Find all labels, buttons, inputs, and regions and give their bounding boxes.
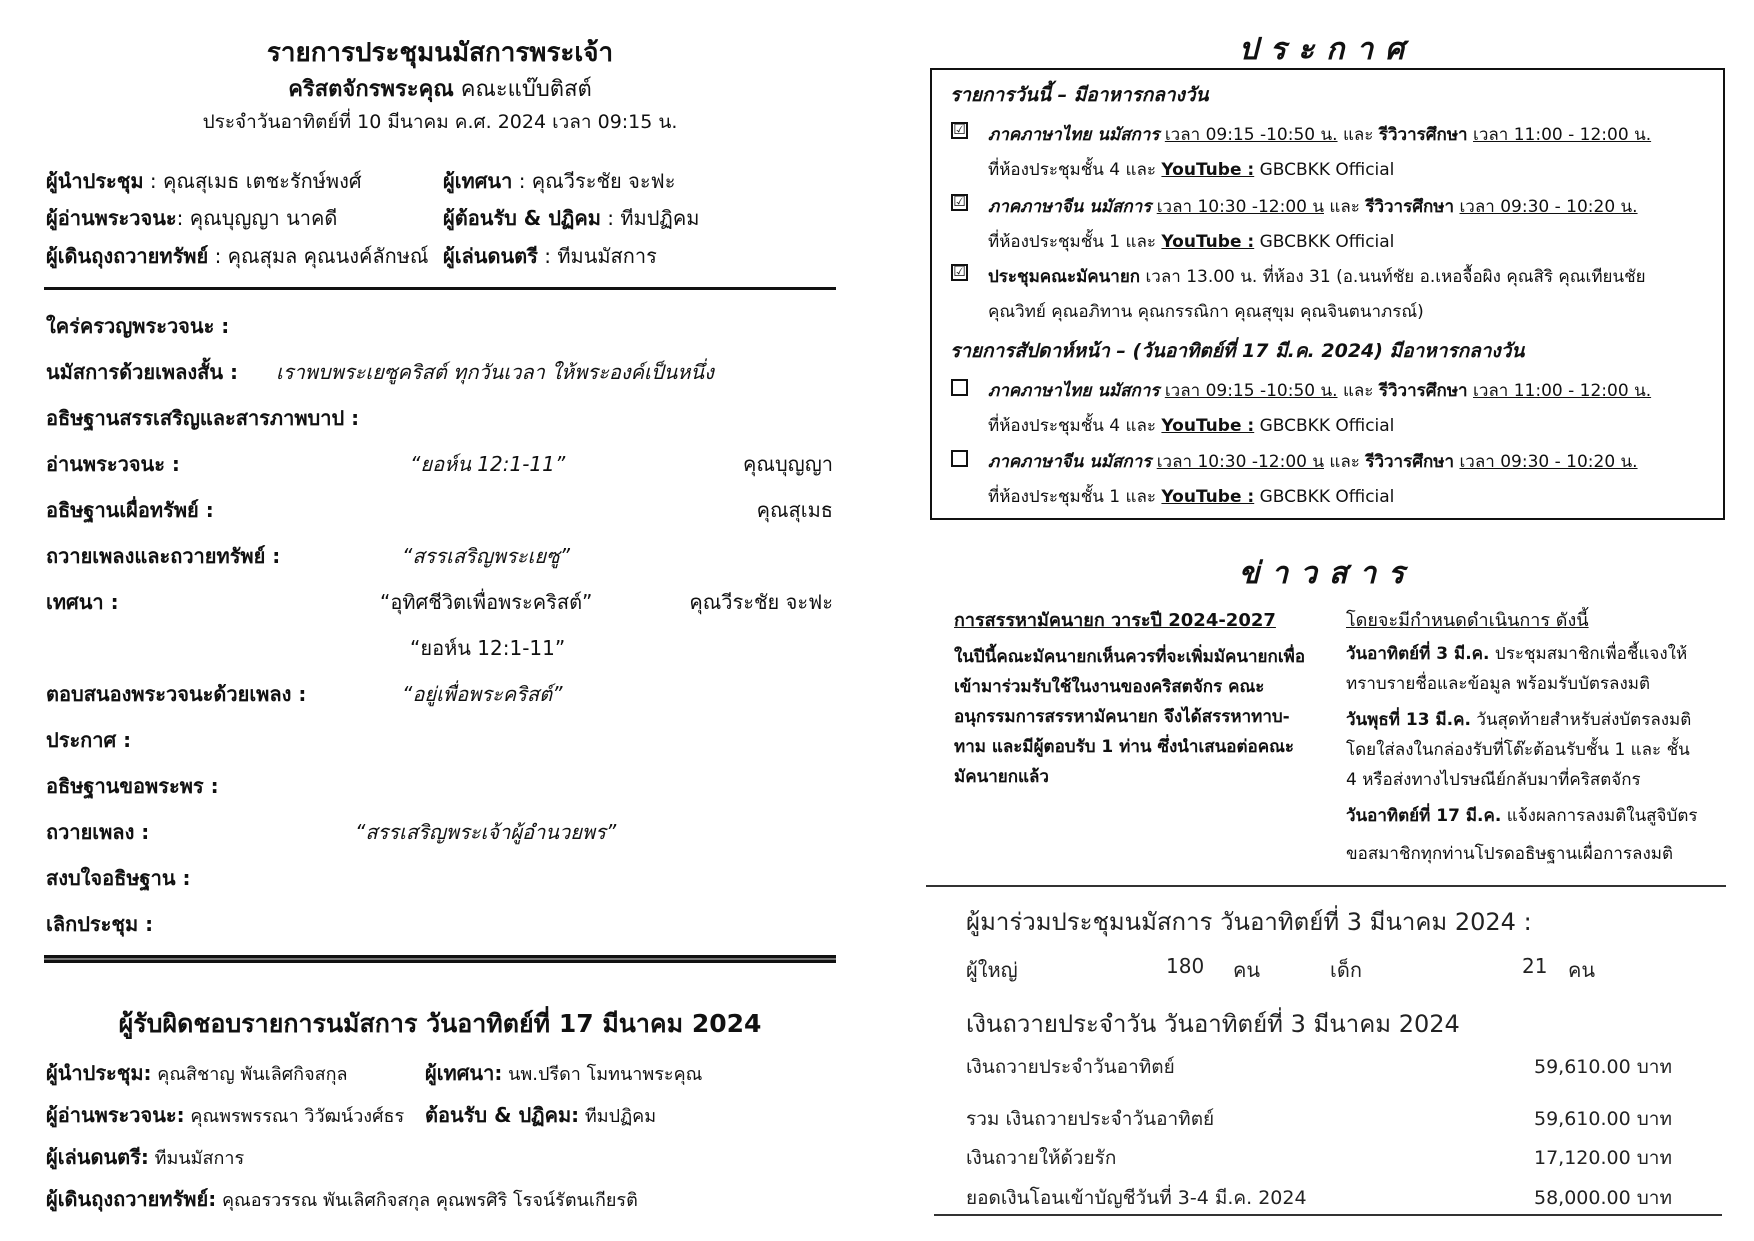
divider (926, 885, 1726, 887)
responsible-item: ผู้นำประชุม: คุณสิชาญ พันเลิศกิจสกุล (46, 1061, 348, 1085)
announcement-line: ประชุมคณะมัคนายก เวลา 13.00 น. ที่ห้อง 31 (อ.นนท์ชัย อ.เหอจื้อผิง คุณสิริ คุณเทียนชัย (988, 267, 1646, 287)
news-title: ข่าวสาร (1238, 556, 1417, 591)
responsible-item: ผู้เทศนา: นพ.ปรีดา โมทนาพระคุณ (425, 1061, 703, 1085)
order-item-label: นมัสการด้วยเพลงสั้น : (46, 360, 238, 384)
schedule-line: 4 หรือส่งทางไปรษณีย์กลับมาที่คริสตจักร (1346, 770, 1641, 790)
child-count: 21 (1522, 954, 1548, 978)
offering-row-amount: 58,000.00 บาท (1534, 1187, 1672, 1209)
offering-title: เงินถวายประจำวัน วันอาทิตย์ที่ 3 มีนาคม 2024 (966, 1010, 1460, 1038)
church-denomination: คณะแบ๊บติสต์ (460, 77, 592, 102)
today-heading: รายการวันนี้ – มีอาหารกลางวัน (950, 84, 1209, 106)
checkbox-empty-icon (951, 379, 968, 396)
leader-preacher: ผู้เทศนา : คุณวีระชัย จะฟะ (443, 169, 676, 193)
order-item-song: “สรรเสริญพระเจ้าผู้อำนวยพร” (355, 820, 617, 844)
offering-row-amount: 59,610.00 บาท (1534, 1056, 1672, 1078)
order-item-label: ถวายเพลงและถวายทรัพย์ : (46, 544, 281, 568)
responsible-item: ผู้เดินถุงถวายทรัพย์: คุณอรวรรณ พันเลิศกิจสกุล คุณพรศิริ โรจน์รัตนเกียรติ (46, 1187, 638, 1211)
schedule-line: ขอสมาชิกทุกท่านโปรดอธิษฐานเผื่อการลงมติ (1346, 844, 1674, 864)
order-item-label: เทศนา : (46, 590, 119, 614)
responsible-item: ผู้อ่านพระวจนะ: คุณพรพรรณา วิวัฒน์วงศ์ธร (46, 1103, 405, 1127)
leader-greeters: ผู้ต้อนรับ & ปฏิคม : ทีมปฏิคม (443, 206, 700, 230)
responsible-item: ผู้เล่นดนตรี: ทีมนมัสการ (46, 1145, 245, 1169)
church-name-bold: คริสตจักรพระคุณ (288, 77, 454, 102)
announcement-line: ภาคภาษาไทย นมัสการ เวลา 09:15 -10:50 น. และ รีวิวารศึกษา เวลา 11:00 - 12:00 น. (988, 125, 1652, 145)
leader-worship-leader: ผู้นำประชุม : คุณสุเมธ เตชะรักษ์พงศ์ (46, 169, 362, 193)
leader-scripture-reader: ผู้อ่านพระวจนะ: คุณบุญญา นาคดี (46, 206, 338, 230)
offering-row-label: เงินถวายให้ด้วยรัก (966, 1147, 1117, 1169)
schedule-line: วันอาทิตย์ที่ 3 มี.ค. ประชุมสมาชิกเพื่อชี้แจงให้ (1346, 644, 1688, 664)
announcement-line: ภาคภาษาจีน นมัสการ เวลา 10:30 -12:00 น และ รีวิวารศึกษา เวลา 09:30 - 10:20 น. (988, 197, 1638, 217)
order-item-label: ตอบสนองพระวจนะด้วยเพลง : (46, 682, 307, 706)
divider (44, 287, 836, 290)
order-item-label: ถวายเพลง : (46, 820, 150, 844)
order-item-scripture: “ยอห์น 12:1-11” (410, 636, 566, 660)
order-item-label: เลิกประชุม : (46, 912, 154, 936)
news-right-heading: โดยจะมีกำหนดดำเนินการ ดังนี้ (1346, 610, 1589, 631)
checkbox-empty-icon (951, 450, 968, 467)
announcement-location: ที่ห้องประชุมชั้น 4 และ YouTube : GBCBKK Official (988, 416, 1395, 436)
leader-musicians: ผู้เล่นดนตรี : ทีมนมัสการ (443, 244, 657, 268)
section-divider (44, 955, 836, 963)
news-left-heading: การสรรหามัคนายก วาระปี 2024-2027 (954, 610, 1276, 631)
announcement-line: ภาคภาษาจีน นมัสการ เวลา 10:30 -12:00 น และ รีวิวารศึกษา เวลา 09:30 - 10:20 น. (988, 452, 1638, 472)
offering-row-label: ยอดเงินโอนเข้าบัญชีวันที่ 3-4 มี.ค. 2024 (966, 1187, 1307, 1209)
responsible-item: ต้อนรับ & ปฏิคม: ทีมปฏิคม (425, 1103, 657, 1127)
schedule-line: โดยใส่ลงในกล่องรับที่โต๊ะต้อนรับชั้น 1 และ ชั้น (1346, 740, 1690, 760)
checkbox-checked-icon: ☑ (951, 122, 968, 139)
bulletin-title: รายการประชุมนมัสการพระเจ้า (266, 38, 614, 68)
leader-offering-collectors: ผู้เดินถุงถวายทรัพย์ : คุณสุมล คุณนงค์ลักษณ์ (46, 244, 429, 268)
offering-row-amount: 17,120.00 บาท (1534, 1147, 1672, 1169)
announcement-location: ที่ห้องประชุมชั้น 1 และ YouTube : GBCBKK Official (988, 487, 1395, 507)
news-left-body: ในปีนี้คณะมัคนายกเห็นควรที่จะเพิ่มมัคนายกเพื่อเข้ามาร่วมรับใช้ในงานของคริสตจักร คณะอนุกรรมการสรรหามัคนายก จึงได้สรรหาทาบ-ทาม และมีผู้ตอบรับ 1 ท่าน ซึ่งนำเสนอต่อคณะมัคนายกแล้ว (954, 647, 1306, 787)
announcements-title: ประกาศ (1238, 32, 1417, 67)
child-label: เด็ก (1330, 958, 1362, 982)
checkbox-checked-icon: ☑ (951, 264, 968, 281)
order-item-label: อธิษฐานขอพระพร : (46, 774, 219, 798)
offering-row-label: เงินถวายประจำวันอาทิตย์ (966, 1056, 1175, 1078)
announcement-location: ที่ห้องประชุมชั้น 4 และ YouTube : GBCBKK Official (988, 160, 1395, 180)
order-item-label: ใคร่ครวญพระวจนะ : (46, 314, 230, 338)
announcement-attendees: คุณวิทย์ คุณอภิทาน คุณกรรณิกา คุณสุขุม คุณจินตนาภรณ์) (988, 302, 1424, 322)
service-date: ประจำวันอาทิตย์ที่ 10 มีนาคม ค.ศ. 2024 เวลา 09:15 น. (202, 111, 678, 133)
announcement-line: ภาคภาษาไทย นมัสการ เวลา 09:15 -10:50 น. และ รีวิวารศึกษา เวลา 11:00 - 12:00 น. (988, 381, 1652, 401)
offering-row-label: รวม เงินถวายประจำวันอาทิตย์ (966, 1108, 1215, 1130)
child-unit: คน (1568, 958, 1596, 982)
schedule-line: ทราบรายชื่อและข้อมูล พร้อมรับบัตรลงมติ (1346, 674, 1651, 694)
schedule-line: วันอาทิตย์ที่ 17 มี.ค. แจ้งผลการลงมติในสูจิบัตร (1346, 806, 1698, 826)
schedule-line: วันพุธที่ 13 มี.ค. วันสุดท้ายสำหรับส่งบัตรลงมติ (1346, 710, 1692, 730)
responsible-title: ผู้รับผิดชอบรายการนมัสการ วันอาทิตย์ที่ 17 มีนาคม 2024 (118, 1009, 762, 1038)
divider (934, 1214, 1722, 1216)
offering-row-amount: 59,610.00 บาท (1534, 1108, 1672, 1130)
order-item-person: คุณวีระชัย จะฟะ (689, 590, 833, 614)
adult-label: ผู้ใหญ่ (966, 958, 1018, 982)
order-item-label: อธิษฐานเผื่อทรัพย์ : (46, 498, 214, 522)
attendance-title: ผู้มาร่วมประชุมนมัสการ วันอาทิตย์ที่ 3 มีนาคม 2024 : (966, 908, 1532, 936)
order-item-person: คุณบุญญา (743, 452, 833, 476)
order-item-scripture: “ยอห์น 12:1-11” (410, 452, 566, 476)
order-item-song: เราพบพระเยซูคริสต์ ทุกวันเวลา ให้พระองค์เป็นหนึ่ง (276, 360, 714, 384)
adult-count: 180 (1166, 954, 1205, 978)
order-item-label: สงบใจอธิษฐาน : (46, 866, 191, 890)
announcement-location: ที่ห้องประชุมชั้น 1 และ YouTube : GBCBKK Official (988, 232, 1395, 252)
order-item-label: ประกาศ : (46, 728, 132, 752)
order-item-person: คุณสุเมธ (756, 498, 833, 522)
checkbox-checked-icon: ☑ (951, 194, 968, 211)
next-week-heading: รายการสัปดาห์หน้า – (วันอาทิตย์ที่ 17 มี.ค. 2024) มีอาหารกลางวัน (950, 340, 1525, 362)
order-item-label: อ่านพระวจนะ : (46, 452, 180, 476)
order-item-song: “อยู่เพื่อพระคริสต์” (402, 682, 563, 706)
order-item-song: “สรรเสริญพระเยซู” (402, 544, 571, 568)
order-item-sermon-title: “อุทิศชีวิตเพื่อพระคริสต์” (380, 590, 593, 614)
order-item-label: อธิษฐานสรรเสริญและสารภาพบาป : (46, 406, 360, 430)
adult-unit: คน (1233, 958, 1261, 982)
church-name (40, 71, 840, 106)
